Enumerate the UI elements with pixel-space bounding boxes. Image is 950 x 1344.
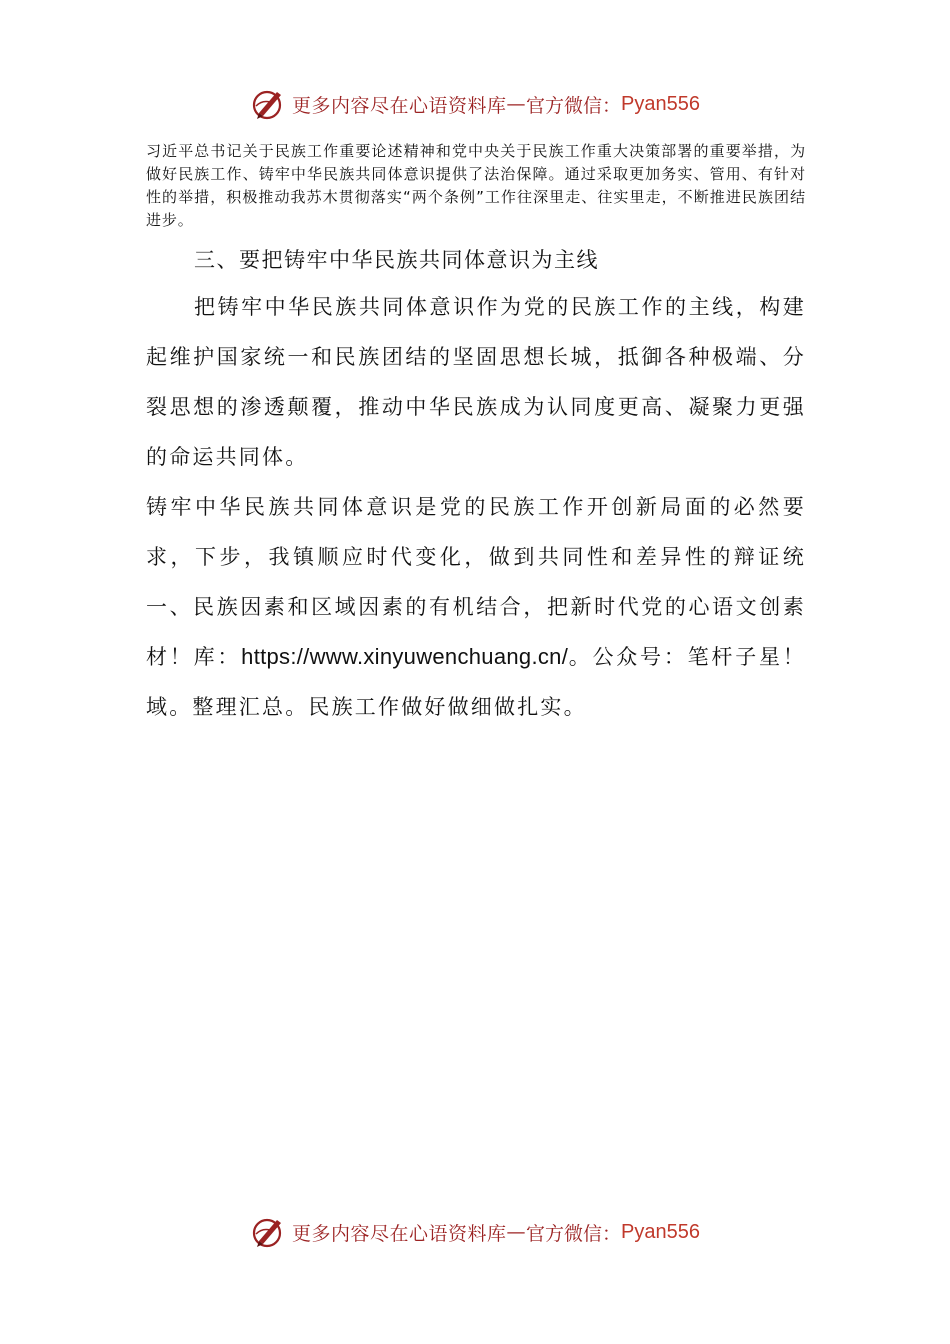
paragraph-1: 把铸牢中华民族共同体意识作为党的民族工作的主线，构建起维护国家统一和民族团结的坚固思想长城，抵御各种极端、分裂思想的渗透颠覆，推动中华民族成为认同度更高、凝聚力更强的命运共同体。 <box>146 295 806 469</box>
banner-label: 官方微信： <box>526 94 622 117</box>
website-link[interactable]: https://www.xinyuwenchuang.cn/ <box>241 644 569 669</box>
section-heading: 三、要把铸牢中华民族共同体意识为主线 <box>194 248 599 272</box>
banner-title: 更多内容尽在心语资料库 <box>292 94 507 117</box>
pen-logo-icon <box>250 1214 286 1250</box>
banner-dash: — <box>506 93 527 115</box>
pen-logo-icon <box>250 86 286 122</box>
paragraph-2-ending: 。公众号：笔杆子星！域。整理汇总。民族工作做好做细做扎实。 <box>146 645 806 719</box>
paragraph-2-text: 铸牢中华民族共同体意识是党的民族工作开创新局面的必然要求，下步，我镇顺应时代变化，做到共同性和差异性的辩证统一、民族因素和区域因素的有机结合，把新时代党的心语文创素材！库： <box>146 495 806 669</box>
intro-paragraph: 习近平总书记关于民族工作重要论述精神和党中央关于民族工作重大决策部署的重要举措，为做好民族工作、铸牢中华民族共同体意识提供了法治保障。通过采取更加务实、管用、有针对性的举措，积极推动我苏木贯彻落实“两个条例”工作往深里走、往实里走，不断推进民族团结进步。 <box>146 142 806 229</box>
document-body <box>146 140 806 732</box>
banner-account: Pyan556 <box>621 1220 700 1243</box>
footer-banner <box>0 1208 950 1256</box>
banner-account: Pyan556 <box>621 92 700 115</box>
header-banner <box>0 80 950 128</box>
banner-dash: — <box>506 1221 527 1243</box>
banner-title: 更多内容尽在心语资料库 <box>292 1222 507 1245</box>
banner-label: 官方微信： <box>526 1222 622 1245</box>
paragraph-2 <box>146 482 806 732</box>
